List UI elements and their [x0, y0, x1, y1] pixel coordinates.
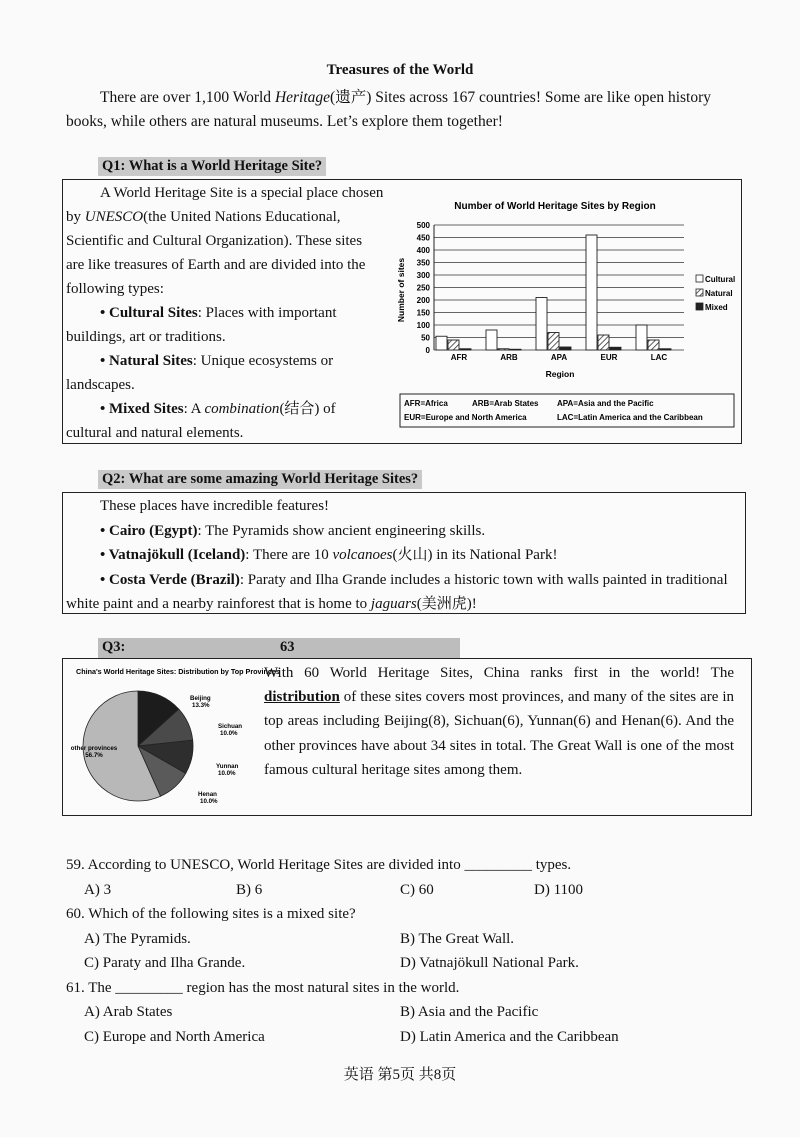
question-61 [66, 976, 766, 1001]
bar-cultural-arb [486, 330, 497, 350]
pie-label-other-provinces: other provinces [70, 745, 118, 752]
option-d: D) 1100 [534, 881, 584, 898]
q2-item-text-costa-verde: : Paraty and Ilha Grande includes a historic town with walls painted in traditional white paint and a nearby rainforest that is home to [66, 571, 728, 612]
bar-cultural-apa [536, 298, 547, 351]
bar-natural-apa [548, 333, 559, 351]
legend-swatch-natural [696, 289, 703, 296]
pie-label-sichuan: Sichuan [218, 723, 243, 730]
bar-chart [392, 190, 742, 430]
q1-unesco: UNESCO [84, 209, 144, 225]
y-tick-label: 250 [416, 283, 430, 293]
pie-value-beijing: 13.3% [192, 702, 210, 709]
x-tick-label: LAC [650, 353, 668, 362]
question-59 [66, 853, 766, 878]
q2-item-text-cairo: : The Pyramids show ancient engineering skills. [197, 522, 486, 539]
option-a: A) Arab States [84, 1004, 173, 1020]
bar-natural-eur [598, 335, 609, 350]
page-footer: 英语 第5页 共8页 [343, 1067, 457, 1083]
y-tick-label: 100 [416, 321, 430, 330]
pie-value-yunnan: 10.0% [218, 770, 236, 777]
q2-item-name-cairo: • Cairo (Egypt) [100, 522, 198, 539]
bar-mixed-arb [510, 349, 521, 350]
y-tick-label: 450 [416, 233, 430, 243]
y-tick-label: 500 [416, 221, 430, 230]
pie-value-sichuan: 10.0% [220, 730, 238, 737]
option-d: D) Latin America and the Caribbean [400, 1028, 619, 1045]
pie-value-henan: 10.0% [200, 798, 218, 805]
q2-volcanoes-word: volcanoes [332, 547, 393, 563]
question-59-options [66, 878, 766, 903]
abbrev-lac: LAC=Latin America and the Caribbean [557, 413, 703, 422]
question-stem: 59. According to UNESCO, World Heritage Sites are divided into _________ types. [66, 857, 572, 873]
question-60-options-1 [66, 927, 766, 952]
legend-label-cultural: Cultural [705, 275, 736, 284]
intro-heritage-gloss: (遗产) [330, 89, 372, 106]
bar-chart-xlabel: Region [545, 369, 575, 379]
q2-jaguars-word: jaguars [370, 596, 417, 612]
pie-label-yunnan: Yunnan [216, 763, 239, 770]
q2-text [66, 494, 742, 617]
bar-natural-lac [648, 340, 659, 350]
option-b: B) The Great Wall. [400, 930, 515, 947]
page-title: Treasures of the World [326, 62, 474, 78]
option-b: B) Asia and the Pacific [400, 1004, 539, 1020]
abbrev-afr: AFR=Africa [404, 399, 448, 408]
q3-text-b: of these sites covers most provinces, and many of the sites are in top areas including Beijing(8), Sichuan(6), Yunnan(6) and Henan(6). And the other provinces have about 34 sites in total. The Great Wall is one of the most famous cultural heritage sites among them. [264, 689, 734, 778]
pie-chart-title: China's World Heritage Sites: Distribution by Top Provinces [76, 667, 280, 676]
bar-cultural-afr [436, 336, 447, 350]
intro-heritage-word: Heritage [274, 89, 331, 106]
q1-type-name-natural: • Natural Sites [100, 353, 193, 369]
questions [66, 853, 766, 1049]
bar-natural-afr [448, 340, 459, 350]
option-a: A) The Pyramids. [84, 930, 191, 947]
y-tick-label: 350 [416, 258, 430, 268]
question-61-options-1 [66, 1000, 766, 1025]
bar-chart-title: Number of World Heritage Sites by Region [454, 201, 656, 212]
q1-type-desc-cultural: : Places with important buildings, art or traditions. [66, 305, 337, 345]
q2-item-after-costa-verde: (美洲虎)! [416, 596, 477, 612]
intro-part1: There are over 1,100 World [100, 89, 275, 106]
q3-distribution-word: distribution [264, 689, 340, 706]
q2-item-after-vatnajokull: (火山) in its National Park! [392, 547, 558, 563]
q3-heading-bar [98, 638, 460, 658]
y-tick-label: 0 [425, 346, 430, 355]
y-tick-label: 400 [416, 246, 430, 255]
abbrev-eur: EUR=Europe and North America [404, 413, 527, 422]
pie-label-beijing: Beijing [190, 695, 211, 702]
pie-value-other-provinces: 56.7% [85, 752, 103, 759]
x-tick-label: APA [550, 353, 568, 362]
option-a: A) 3 [84, 881, 112, 898]
q3-number: 63 [280, 639, 295, 655]
bar-chart-legend [696, 275, 735, 312]
q1-mixed-word: combination [204, 401, 280, 417]
pie-chart [68, 664, 280, 812]
q1-mixed-b: (结合) of cultural and natural elements. [66, 401, 336, 441]
q1-mixed-a: : A [183, 401, 205, 417]
q2-item-name-costa-verde: • Costa Verde (Brazil) [100, 571, 240, 588]
q3-heading: Q3: [102, 639, 126, 655]
legend-swatch-cultural [696, 275, 703, 282]
bar-mixed-afr [460, 349, 471, 350]
bar-mixed-lac [660, 349, 671, 350]
y-tick-label: 50 [421, 333, 430, 343]
bar-chart-ylabel: Number of sites [396, 257, 406, 323]
bar-mixed-eur [610, 347, 621, 350]
q1-p1-a: A World Heritage Site is a special place chosen by [66, 185, 384, 225]
q2-lead: These places have incredible features! [100, 498, 330, 514]
q2-item-name-vatnajokull: • Vatnajökull (Iceland) [100, 547, 246, 563]
question-stem: 61. The _________ region has the most natural sites in the world. [66, 979, 460, 996]
option-c: C) Europe and North America [84, 1028, 265, 1045]
question-stem: 60. Which of the following sites is a mixed site? [66, 906, 356, 922]
abbrev-apa: APA=Asia and the Pacific [557, 399, 654, 408]
bar-mixed-apa [560, 347, 571, 350]
question-60 [66, 902, 766, 927]
legend-label-natural: Natural [705, 289, 733, 298]
bar-cultural-eur [586, 235, 597, 350]
question-61-options-2 [66, 1025, 766, 1050]
y-tick-label: 150 [416, 308, 430, 318]
q1-heading: Q1: What is a World Heritage Site? [98, 157, 326, 176]
q1-type-desc-natural: : Unique ecosystems or landscapes. [66, 353, 334, 393]
legend-label-mixed: Mixed [705, 303, 728, 312]
question-60-options-2 [66, 951, 766, 976]
q1-type-name-cultural: • Cultural Sites [100, 305, 198, 321]
intro-paragraph [66, 86, 746, 134]
q1-p1-b: (the United Nations Educational, Scientific and Cultural Organization). These sites are like treasures of Earth and are divided into the following types: [66, 209, 366, 297]
abbrev-arb: ARB=Arab States [472, 399, 539, 408]
x-tick-label: EUR [600, 353, 618, 362]
q2-heading: Q2: What are some amazing World Heritage Sites? [98, 470, 422, 489]
option-c: C) 60 [400, 881, 434, 898]
y-tick-label: 200 [416, 296, 430, 305]
intro-part2: Sites across 167 countries! Some are like open history books, while others are natural museums. Let’s explore them together! [66, 89, 712, 130]
x-tick-label: ARB [500, 353, 518, 362]
y-tick-label: 300 [416, 271, 430, 280]
legend-swatch-mixed [696, 303, 703, 310]
x-tick-label: AFR [450, 353, 468, 362]
q2-item-text-vatnajokull: : There are 10 [245, 547, 333, 563]
q3-text-a: With 60 World Heritage Sites, China ranks first in the world! The [264, 665, 734, 681]
option-d: D) Vatnajökull National Park. [400, 955, 579, 971]
q1-type-name-mixed: • Mixed Sites [100, 401, 184, 417]
option-b: B) 6 [236, 881, 263, 898]
q1-text [66, 181, 384, 445]
bar-natural-arb [498, 349, 509, 350]
q3-text [264, 661, 734, 782]
pie-label-henan: Henan [198, 791, 217, 798]
bar-cultural-lac [636, 325, 647, 350]
option-c: C) Paraty and Ilha Grande. [84, 955, 246, 971]
